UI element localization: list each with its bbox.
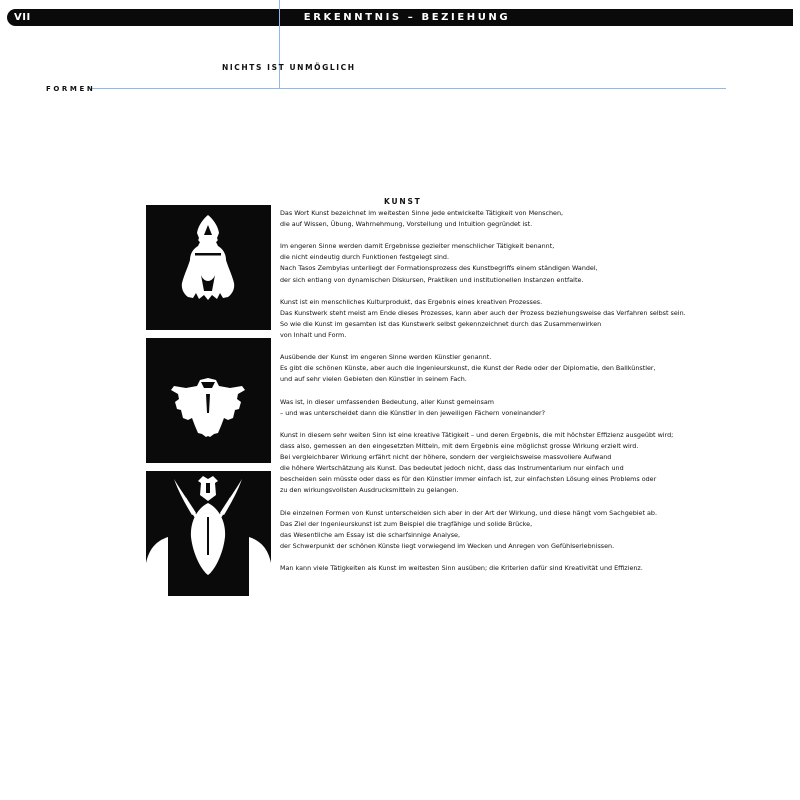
article-line: Es gibt die schönen Künste, aber auch die Ingenieurskunst, die Kunst der Rede oder der Diplomatie, den Ballkünstler, <box>280 364 656 373</box>
form-tile-2 <box>146 338 271 463</box>
article-line: Die einzelnen Formen von Kunst unterscheiden sich aber in der Art der Wirkung, und diese hängt vom Sachgebiet ab. <box>280 508 657 517</box>
article-line: Ausübende der Kunst im engeren Sinne werden Künstler genannt. <box>280 353 492 362</box>
article-heading: KUNST <box>384 197 422 206</box>
form-figure-3-icon <box>146 471 271 596</box>
article-line: die auf Wissen, Übung, Wahrnehmung, Vorstellung und Intuition gegründet ist. <box>280 220 533 229</box>
form-figure-2-icon <box>146 338 271 463</box>
form-tile-1 <box>146 205 271 330</box>
article-line: bescheiden sein müsste oder dass es für den Künstler immer einfach ist, zur einfachsten Lösung eines Problems oder <box>280 475 657 484</box>
article-line: Das Kunstwerk steht meist am Ende dieses Prozesses, kann aber auch der Prozess beziehungsweise das Verfahren selbst sein. <box>280 308 686 317</box>
article-line: der Schwerpunkt der schönen Künste liegt vorwiegend im Wecken und Anregen von Gefühlserlebnissen. <box>280 541 615 550</box>
article-line: dass also, gemessen an den eingesetzten Mitteln, mit dem Ergebnis eine möglichst grosse Wirkung erzielt wird. <box>280 441 639 450</box>
form-figure-1-icon <box>146 205 271 330</box>
article-paragraph <box>280 563 730 574</box>
article-line: So wie die Kunst im gesamten ist das Kunstwerk selbst gekennzeichnet durch das Zusammenwirken <box>280 319 602 328</box>
section-label: FORMEN <box>46 85 96 93</box>
article-line: die höhere Wertschätzung als Kunst. Das bedeutet jedoch nicht, dass das Instrumentarium nur einfach und <box>280 464 624 473</box>
form-tile-3 <box>146 471 271 596</box>
article-line: Was ist, in dieser umfassenden Bedeutung, aller Kunst gemeinsam <box>280 397 494 406</box>
article-line: Im engeren Sinne werden damit Ergebnisse gezielter menschlicher Tätigkeit benannt, <box>280 242 555 251</box>
article-line: das Wesentliche am Essay ist die scharfsinnige Analyse, <box>280 530 461 539</box>
article-line: Das Wort Kunst bezeichnet im weitesten Sinne jede entwickelte Tätigkeit von Menschen, <box>280 209 564 217</box>
article-paragraph <box>280 241 730 285</box>
article-line: Das Ziel der Ingenieurskunst ist zum Beispiel die tragfähige und solide Brücke, <box>280 519 533 528</box>
article-line: – und was unterscheidet dann die Künstler in den jeweiligen Fächern voneinander? <box>280 408 546 417</box>
article-paragraph <box>280 208 730 230</box>
section-number: VII <box>14 12 31 23</box>
article-line: Kunst ist ein menschliches Kulturprodukt, das Ergebnis eines kreativen Prozesses. <box>280 297 543 306</box>
article-line: zu den wirkungsvollsten Ausdrucksmitteln zu gelangen. <box>280 486 459 495</box>
header-title: ERKENNTNIS – BEZIEHUNG <box>303 12 511 23</box>
article-line: Nach Tasos Zembylas unterliegt der Formationsprozess des Kunstbegriffs einem ständigen Wandel, <box>280 264 598 273</box>
article-line: Bei vergleichbarer Wirkung erfährt nicht der höhere, sondern der vergleichsweise massvollere Aufwand <box>280 453 612 462</box>
header-bar <box>7 9 793 26</box>
article-body <box>280 208 730 585</box>
article-line: der sich entlang von dynamischen Diskursen, Praktiken und institutionellen Instanzen entfalte. <box>280 275 584 284</box>
article-paragraph <box>280 352 730 385</box>
vertical-guide-line <box>279 0 280 88</box>
article-paragraph <box>280 397 730 419</box>
article-paragraph <box>280 430 730 497</box>
horizontal-guide-line <box>92 88 726 89</box>
article-paragraph <box>280 297 730 341</box>
article-paragraph <box>280 508 730 552</box>
article-line: die nicht eindeutig durch Funktionen festgelegt sind. <box>280 253 450 262</box>
page-subtitle: NICHTS IST UNMÖGLICH <box>222 63 356 72</box>
article-line: von Inhalt und Form. <box>280 331 347 340</box>
article-line: Man kann viele Tätigkeiten als Kunst im weitesten Sinn ausüben; die Kriterien dafür sind Kreativität und Effizienz. <box>280 564 643 572</box>
article-line: Kunst in diesem sehr weiten Sinn ist eine kreative Tätigkeit – und deren Ergebnis, die mit höchster Effizienz ausgeübt wird; <box>280 430 674 439</box>
article-line: und auf sehr vielen Gebieten den Künstler in seinem Fach. <box>280 375 467 384</box>
